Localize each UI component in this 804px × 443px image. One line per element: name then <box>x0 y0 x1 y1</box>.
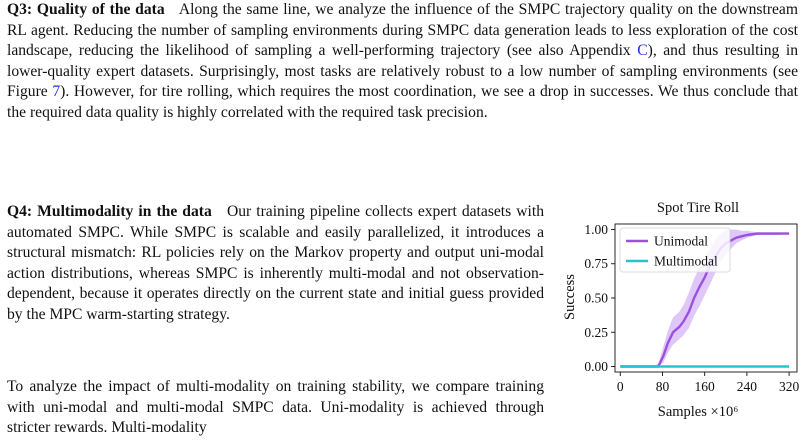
q4-text: Our training pipeline collects expert datasets with automated SMPC. While SMPC is scalable and easily parallelized, it introduces a structural mismatch: RL policies rely on the Markov property and output uni-modal action distributions, whereas SMPC is inherently multi-modal and not observation-dependent, because it operates directly on the current state and initial guess provided by the MPC warm-starting strategy. <box>7 203 544 323</box>
x-tick-label: 320 <box>778 379 800 394</box>
x-tick-label: 160 <box>694 379 715 394</box>
q3-text-b: ), and thus resulting in lower-quality expert datasets. Surprisingly, most tasks are relatively robust to a low number of sampling environments (see Figure <box>7 42 798 100</box>
x-tick-label: 240 <box>736 379 758 394</box>
figure-link[interactable]: 7 <box>52 83 61 100</box>
legend-label-unimodal: Unimodal <box>654 233 708 249</box>
spot-tire-roll-chart <box>556 190 804 438</box>
q4-heading: Q4: Multimodality in the data <box>7 203 212 220</box>
q3-paragraph <box>7 0 798 123</box>
plot-area <box>584 222 799 394</box>
q4-paragraph <box>7 202 544 325</box>
y-tick-label: 0.75 <box>584 256 608 272</box>
y-tick-label: 0.50 <box>584 290 608 306</box>
x-axis-label: Samples ×10⁶ <box>657 404 739 420</box>
q4-text-2: To analyze the impact of multi-modality on training stability, we compare training with uni-modal and multi-modal SMPC data. Uni-modality is achieved through stricter rewards. Multi-modality <box>7 378 544 436</box>
legend-label-multimodal: Multimodal <box>654 253 718 269</box>
q4-paragraph-2 <box>7 377 544 439</box>
x-tick-label: 80 <box>655 379 670 394</box>
appendix-link[interactable]: C <box>637 42 648 59</box>
y-tick-label: 0.25 <box>584 324 608 340</box>
y-tick-label: 1.00 <box>584 221 608 237</box>
spot-tire-roll-figure <box>556 190 804 438</box>
y-tick-label: 0.00 <box>584 359 608 375</box>
x-tick-label: 0 <box>616 379 624 394</box>
q3-text-a: Along the same line, we analyze the influence of the SMPC trajectory quality on the downstream RL agent. Reducing the number of sampling environments during SMPC data generation leads to less exploration of the cost landscape, reducing the likelihood of sampling a well-performing trajectory (see also Appendix <box>7 1 798 59</box>
q3-text-c: ). However, for tire rolling, which requires the most coordination, we see a drop in successes. We thus conclude that the required data quality is highly correlated with the required task precision. <box>7 83 798 121</box>
q3-heading: Q3: Quality of the data <box>7 1 165 18</box>
y-axis-label: Success <box>562 274 578 320</box>
chart-title: Spot Tire Roll <box>656 200 740 216</box>
